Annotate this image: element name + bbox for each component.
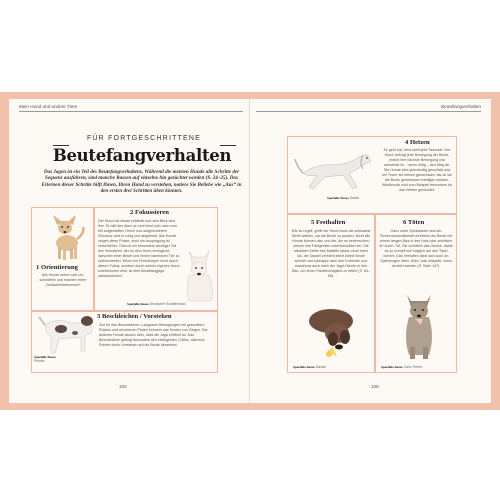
dachshund-illustration [297, 299, 369, 361]
section-title-2: 2 Fokussieren [130, 209, 169, 216]
page-title: Beutefangverhalten [52, 146, 232, 165]
intro-paragraph: Das Jagen ist ein Teil des Beutefangverhaltens. Während die meisten Hunde alle Schritte der Sequenz ausführen, sind manche Rassen auf einzelne hin gezüchtet worden (S. 24–25). Das Erlernen dieser Schritte hilft Ihnen, Ihren Hund zu verstehen, notiere Sie Beliebe wie „Aus“ in den ersten drei Schritten üben können. [41, 169, 242, 194]
section-title-4: 4 Hetzen [405, 139, 430, 146]
section-text-3: Zeit für das Beschleichen: Langsame Bewegungen mit gesenktem Rücken und erhobenen Pfoten erinnern das Kneten von Ziegen. Der anderen Hunde wissen aber, dass die Jagd eröffnet ist. Das Beschleichen gelingt besonders den intelligenten Collies, während Pointer durch Vorstehen auf die Beute hinweisen. [99, 323, 208, 347]
pointer-illustration [37, 311, 97, 357]
caption-3-value: Pointer [34, 359, 45, 364]
kicker: FÜR FORTGESCHRITTENE [86, 135, 202, 142]
page-number-right: 108 [371, 384, 379, 389]
saluki-illustration [293, 143, 379, 195]
header-rule-left [19, 111, 243, 112]
section-title-1: 1 Orientierung [36, 264, 78, 271]
section-text-1: Alle Hunde sehen sich um, schnüffeln und machen einen „Schaufenstebummel“. [39, 273, 87, 287]
section-title-5: 5 Festhalten [311, 219, 346, 226]
caption-6 [381, 365, 451, 369]
caption-2-label: Spezielle Rasse [127, 302, 149, 306]
book-gutter [249, 99, 250, 403]
caption-6-value: Cairn Terrier [403, 365, 423, 369]
section-text-2: Der Hund hat etwas entdeckt und sein Blick wird ihm. Er hält den Atem an und lehnt sich nach vorn. Mit aufgestellten Ohren und aufgerichtetem Schwanz wird er ruhig und abgelenkt. Alle Hunde zeigen diese Phase, doch die Ausprägung ist verschieden. Dies ist ein besonders wichtiger Teil des Verhaltens, der es dem Hund ermöglicht, zwischen einer Beute und einem harmlosen Tier zu unterscheiden. Wenn ein Fremdkörper nicht durch diesen Fokus, sondern durch seinen eigenen Hund unterbrochen wird, ist eine Beutefangjagd wahrscheinlich. [98, 219, 180, 278]
caption-3-label: Spezielle Rasse [34, 355, 56, 359]
caption-6-label: Spezielle Rasse [381, 365, 403, 369]
terrier-illustration [393, 287, 447, 361]
caption-5 [293, 365, 363, 369]
section-title-6: 6 Töten [403, 219, 425, 226]
caption-5-value: Dackel [315, 365, 327, 369]
caption-4-value: Saluki [349, 196, 359, 200]
caption-5-label: Spezielle Rasse [293, 365, 315, 369]
section-title-3: 3 Beschleichen / Vorstehen [97, 313, 172, 320]
running-head-left: Mein Hund und andere Tiere [19, 104, 78, 109]
section-text-4: Es geht los! Jetzt zählt jede Sekunde. Der Hund verfolgt jede Bewegung der Beute, erahnt ihre nächste Bewegung und schneidet ihr – wenn nötig – den Weg ab. Die Hunde sind gleichzeitig geschickt und ein Team, sie hetzen gemeinsam, als ob sie die Beute gemeinsam erledigen würden. Windhunde sind zum Beispiel besonders für das Hetzen gezüchtet. [381, 148, 453, 192]
section-text-6: Ganz unter Spezialisten aus der Terrierverwandtschaft erreichen die Beute mit einem langen Biss in den Hals oder schütteln ihr durch. Tot. Sie schütteln das Genick, damit es so schnell wie möglich auf den Tisch kommt. Das Verhalten lässt sich auch an Spielzeugen üben. Alles, was mitspielt, muss zerstört werden (S. Seite 147). [379, 229, 453, 268]
caption-2-value: Deutscher Schäferhund [149, 302, 186, 306]
chihuahua-illustration [39, 209, 89, 261]
caption-4-label: Spezielle Rasse [327, 196, 349, 200]
section-text-5: Wie so regelt, greift der Hund muss die schwache Stelle wählen, um die Beute zu packen. Nicht alle Hunde können das, und die, die es beherrschen, setzen ihre Fähigkeiten unterschiedlich ein. Die stärksten Kiefer des Mastiffs lassen nicht mehr los, der Dackel versteht seine kleine Beute schnell und schnappt nach den Knöcheln und manchmal auch nach der Jagd-Hündin in den Bau, um einen Familienmitglied zu retten (S. 84–85). [291, 229, 371, 278]
page-number-left: 106 [119, 384, 127, 389]
header-rule-right [256, 111, 481, 112]
running-head-right: Beutefangverhalten [441, 104, 481, 109]
book-spread [9, 99, 491, 403]
shepherd-illustration [181, 247, 219, 303]
caption-4 [327, 196, 387, 200]
